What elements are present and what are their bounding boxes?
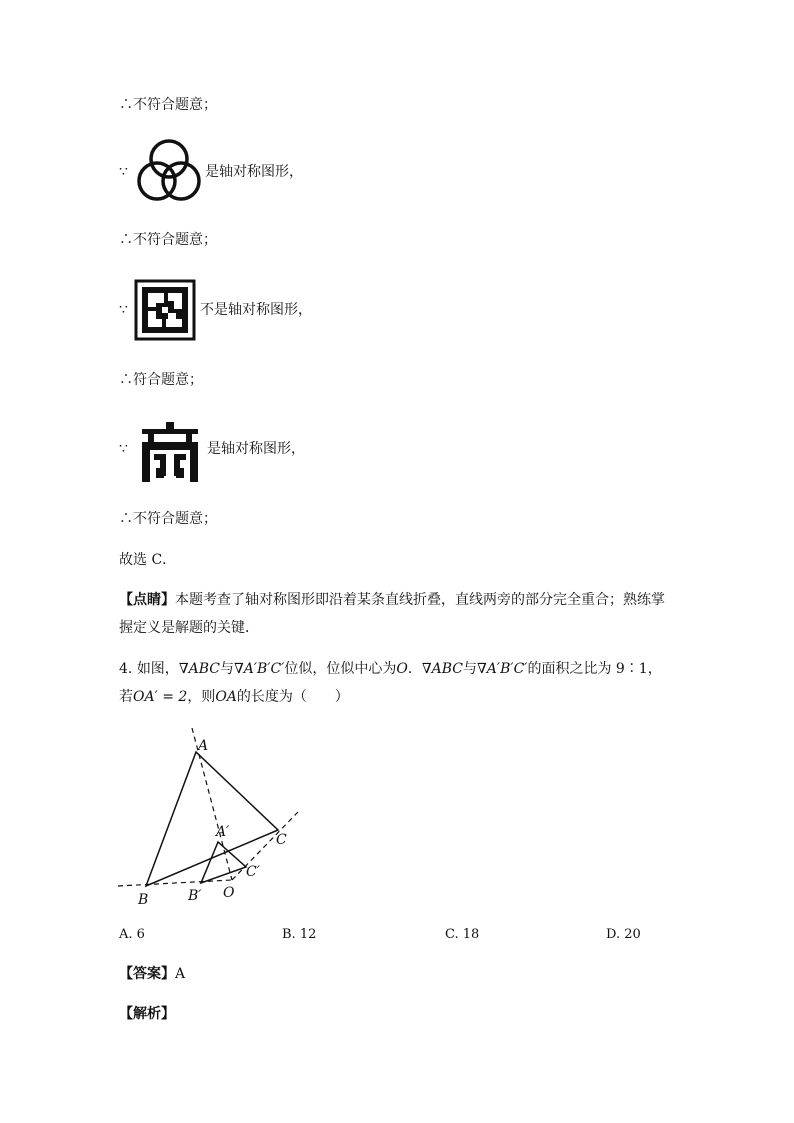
square-swirl-figure	[134, 279, 196, 341]
option-a: A. 6	[119, 927, 145, 942]
symmetric-glyph-figure	[138, 420, 202, 484]
answer-tag: 【答案】	[119, 966, 175, 982]
triangle-A1B1C1	[201, 842, 246, 883]
answer-line	[119, 965, 185, 983]
tip-text-1: 本题考查了轴对称图形即沿着某条直线折叠，直线两旁的部分完全重合；熟练掌	[175, 592, 665, 608]
q-text-6: 的面积之比为 9∶1，	[527, 661, 662, 677]
q-text-3: 位似，位似中心为	[284, 661, 397, 677]
option-b: B. 12	[282, 927, 317, 942]
q-text-1: 如图，	[136, 661, 179, 677]
q-text-7: 若	[119, 689, 133, 705]
analysis-tag: 【解析】	[119, 1006, 175, 1022]
homothety-figure	[110, 722, 310, 908]
q-triangle-2: ∇A′B′C′	[233, 661, 285, 677]
q-center: O	[396, 661, 408, 677]
q-text-4: ．	[407, 661, 422, 677]
statement-2: 不是轴对称图形，	[200, 302, 312, 318]
label-O: O	[223, 885, 235, 901]
because-symbol-2: ∵	[119, 302, 128, 318]
conclusion-line: 故选 C．	[119, 552, 177, 568]
q-triangle-4: ∇A′B′C′	[477, 661, 528, 677]
q-triangle-3: ∇ABC	[421, 661, 464, 677]
statement-1: 是轴对称图形，	[205, 164, 303, 180]
label-A: A	[198, 738, 209, 754]
question-line-2	[119, 688, 349, 706]
text-line-4: ∴不符合题意；	[119, 511, 217, 527]
line-OB	[118, 880, 232, 886]
option-d: D. 20	[606, 927, 641, 942]
label-B1: B′	[188, 888, 202, 904]
q-text-8: ，则	[187, 689, 216, 705]
text-line-2: ∴不符合题意；	[119, 232, 217, 248]
answer-value: A	[175, 966, 186, 982]
q-text-9: 的长度为（ ）	[236, 689, 349, 705]
statement-3: 是轴对称图形，	[207, 441, 305, 457]
tip-line-2: 握定义是解题的关键．	[119, 620, 259, 636]
because-symbol-3: ∵	[119, 441, 128, 457]
q-target: OA	[215, 689, 237, 705]
q-triangle-1: ∇ABC	[178, 661, 220, 677]
label-C: C	[276, 832, 287, 848]
q-condition: OA′ = 2	[133, 689, 188, 705]
tip-line-1	[119, 591, 665, 609]
question-number: 4.	[119, 661, 133, 677]
tip-tag: 【点睛】	[119, 592, 175, 608]
option-c: C. 18	[445, 927, 480, 942]
q-text-2: 与	[219, 661, 234, 677]
text-line-1: ∴不符合题意；	[119, 97, 217, 113]
because-symbol-1: ∵	[119, 164, 128, 180]
label-B: B	[138, 892, 149, 908]
text-line-3: ∴符合题意；	[119, 372, 203, 388]
label-A1: A′	[216, 824, 230, 840]
three-circles-figure	[136, 136, 202, 204]
label-C1: C′	[246, 864, 260, 880]
q-text-5: 与	[463, 661, 478, 677]
question-line-1	[119, 660, 662, 678]
